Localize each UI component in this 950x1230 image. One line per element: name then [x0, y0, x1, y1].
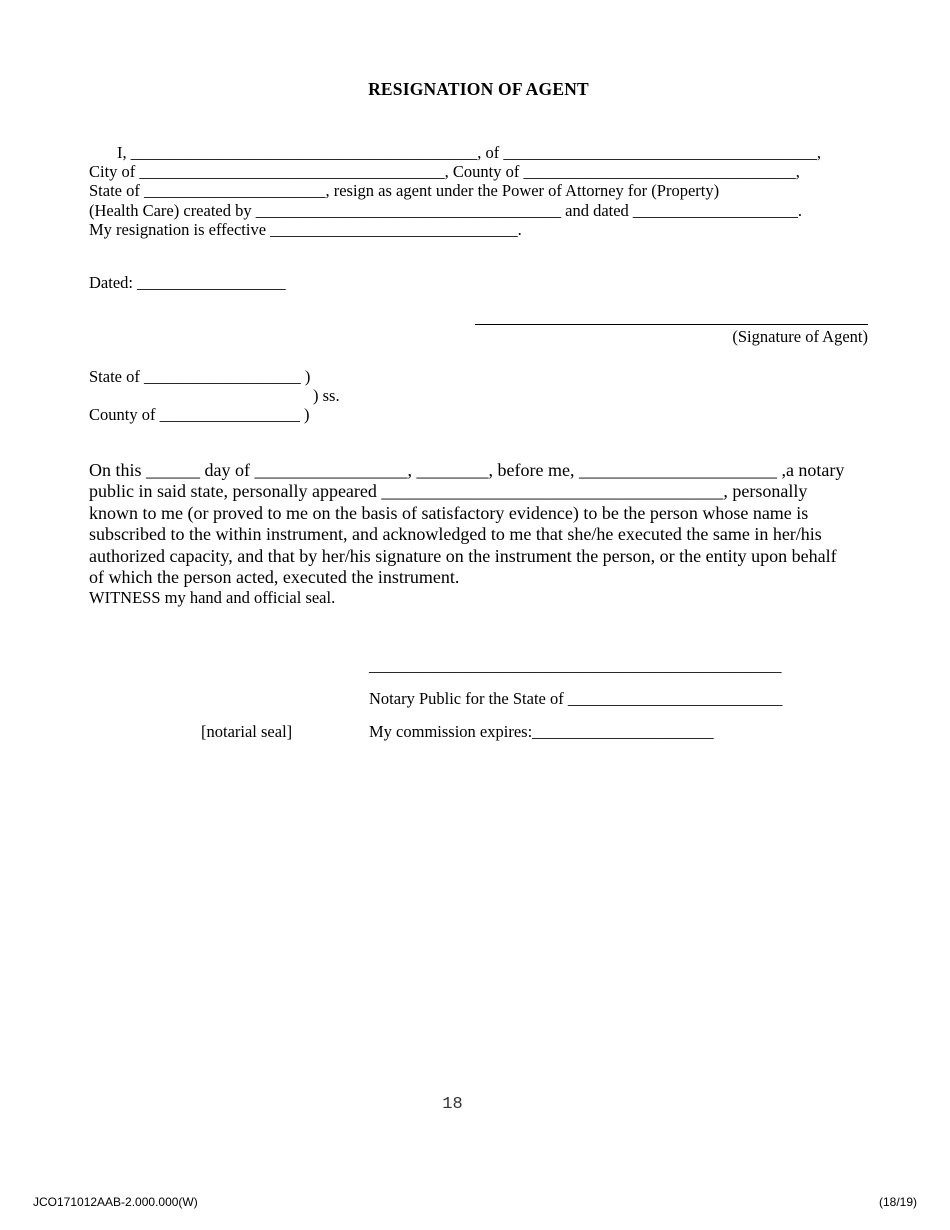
- resignation-line-2: City of _____________________________________, County of _________________________________,: [89, 162, 800, 181]
- notary-state-line: Notary Public for the State of __________________________: [369, 689, 783, 708]
- ack-line-2: public in said state, personally appeared ______________________________________, personally: [89, 481, 808, 501]
- ack-line-4: subscribed to the within instrument, and acknowledged to me that she/he executed the same in her/his: [89, 524, 822, 544]
- ack-line-5: authorized capacity, and that by her/his signature on the instrument the person, or the entity upon behalf: [89, 546, 837, 566]
- notary-signature-line: __________________________________________________: [369, 656, 782, 675]
- commission-expires-line: My commission expires:______________________: [369, 722, 714, 741]
- venue-ss: ) ss.: [313, 386, 340, 405]
- notarial-seal-label: [notarial seal]: [201, 722, 293, 741]
- resignation-line-4: (Health Care) created by _____________________________________ and dated ____________________.: [89, 201, 803, 220]
- ack-line-6: of which the person acted, executed the instrument.: [89, 567, 460, 587]
- dated-line: Dated: __________________: [89, 273, 286, 292]
- ack-line-1: On this ______ day of _________________, ________, before me, ______________________ ,a notary: [89, 460, 845, 480]
- venue-state: State of ___________________ ): [89, 367, 311, 386]
- footer-page-count: (18/19): [878, 1195, 917, 1209]
- document-title: RESIGNATION OF AGENT: [368, 79, 589, 99]
- ack-line-3: known to me (or proved to me on the basis of satisfactory evidence) to be the person whose name is: [89, 503, 809, 523]
- venue-county: County of _________________ ): [89, 405, 310, 424]
- resignation-line-1: I, __________________________________________, of ______________________________________,: [117, 143, 821, 162]
- page-number: 18: [442, 1095, 463, 1114]
- resignation-line-3: State of ______________________, resign as agent under the Power of Attorney for (Property): [89, 181, 720, 200]
- footer-document-id: JCO171012AAB-2.000.000(W): [33, 1195, 198, 1209]
- signature-label: (Signature of Agent): [732, 327, 868, 346]
- resignation-line-5: My resignation is effective ______________________________.: [89, 220, 522, 239]
- witness-line: WITNESS my hand and official seal.: [89, 588, 336, 607]
- agent-signature-line: [475, 324, 868, 325]
